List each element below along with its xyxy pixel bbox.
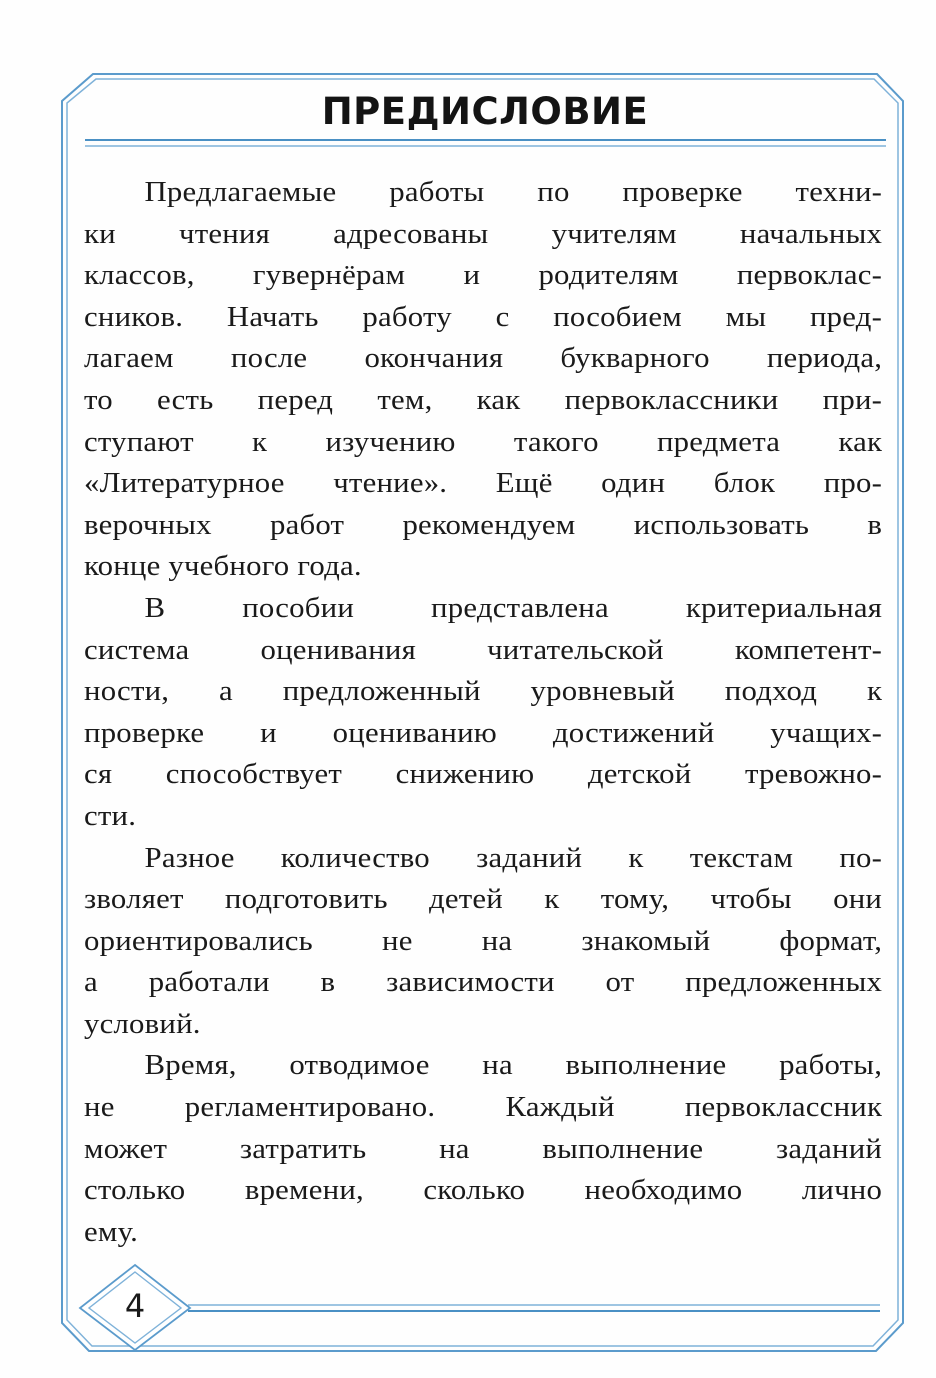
paragraph-2 [84,588,882,838]
text-line: верочных работ рекомендуем использовать в [84,509,883,541]
paragraph-4 [84,1045,882,1253]
text-line: система оценивания читательской компетент- [84,634,883,666]
page-number: 4 [124,1287,146,1325]
text-line: сников. Начать работу с пособием мы пред- [84,301,883,333]
text-line: сти. [84,800,137,832]
text-line: а работали в зависимости от предложенных [84,967,883,999]
text-line: проверке и оцениванию достижений учащих- [84,717,883,749]
text-line: ему. [84,1216,139,1248]
text-line: ки чтения адресованы учителям начальных [84,218,883,250]
text-line: столько времени, сколько необходимо лично [84,1175,883,1207]
text-line: не регламентировано. Каждый первоклассник [84,1092,883,1124]
text-line: условий. [84,1008,201,1040]
text-line: может затратить на выполнение заданий [84,1133,883,1165]
text-line: Разное количество заданий к текстам по- [144,842,883,874]
text-line: ступают к изучению такого предмета как [84,426,883,458]
text-line: то есть перед тем, как первоклассники при- [84,384,883,416]
text-line: лагаем после окончания букварного периода, [84,343,883,375]
text-line: Предлагаемые работы по проверке техни- [144,177,883,208]
text-line: Время, отводимое на выполнение работы, [144,1050,883,1082]
text-line: классов, гувернёрам и родителям первоклас- [84,260,883,292]
text-line: конце учебного года. [84,551,362,583]
page-title: ПРЕДИСЛОВИЕ [321,90,649,133]
text-line: зволяет подготовить детей к тому, чтобы они [84,884,883,916]
text-line: В пособии представлена критериальная [144,592,883,624]
text-line: ориентировались не на знакомый формат, [84,925,883,957]
text-line: «Литературное чтение». Ещё один блок про- [84,468,883,500]
paragraph-1 [84,172,882,588]
paragraph-3 [84,838,882,1046]
text-line: ся способствует снижению детской тревожно- [84,759,883,791]
preface-body [84,172,882,1253]
text-line: ности, а предложенный уровневый подход к [84,676,883,708]
